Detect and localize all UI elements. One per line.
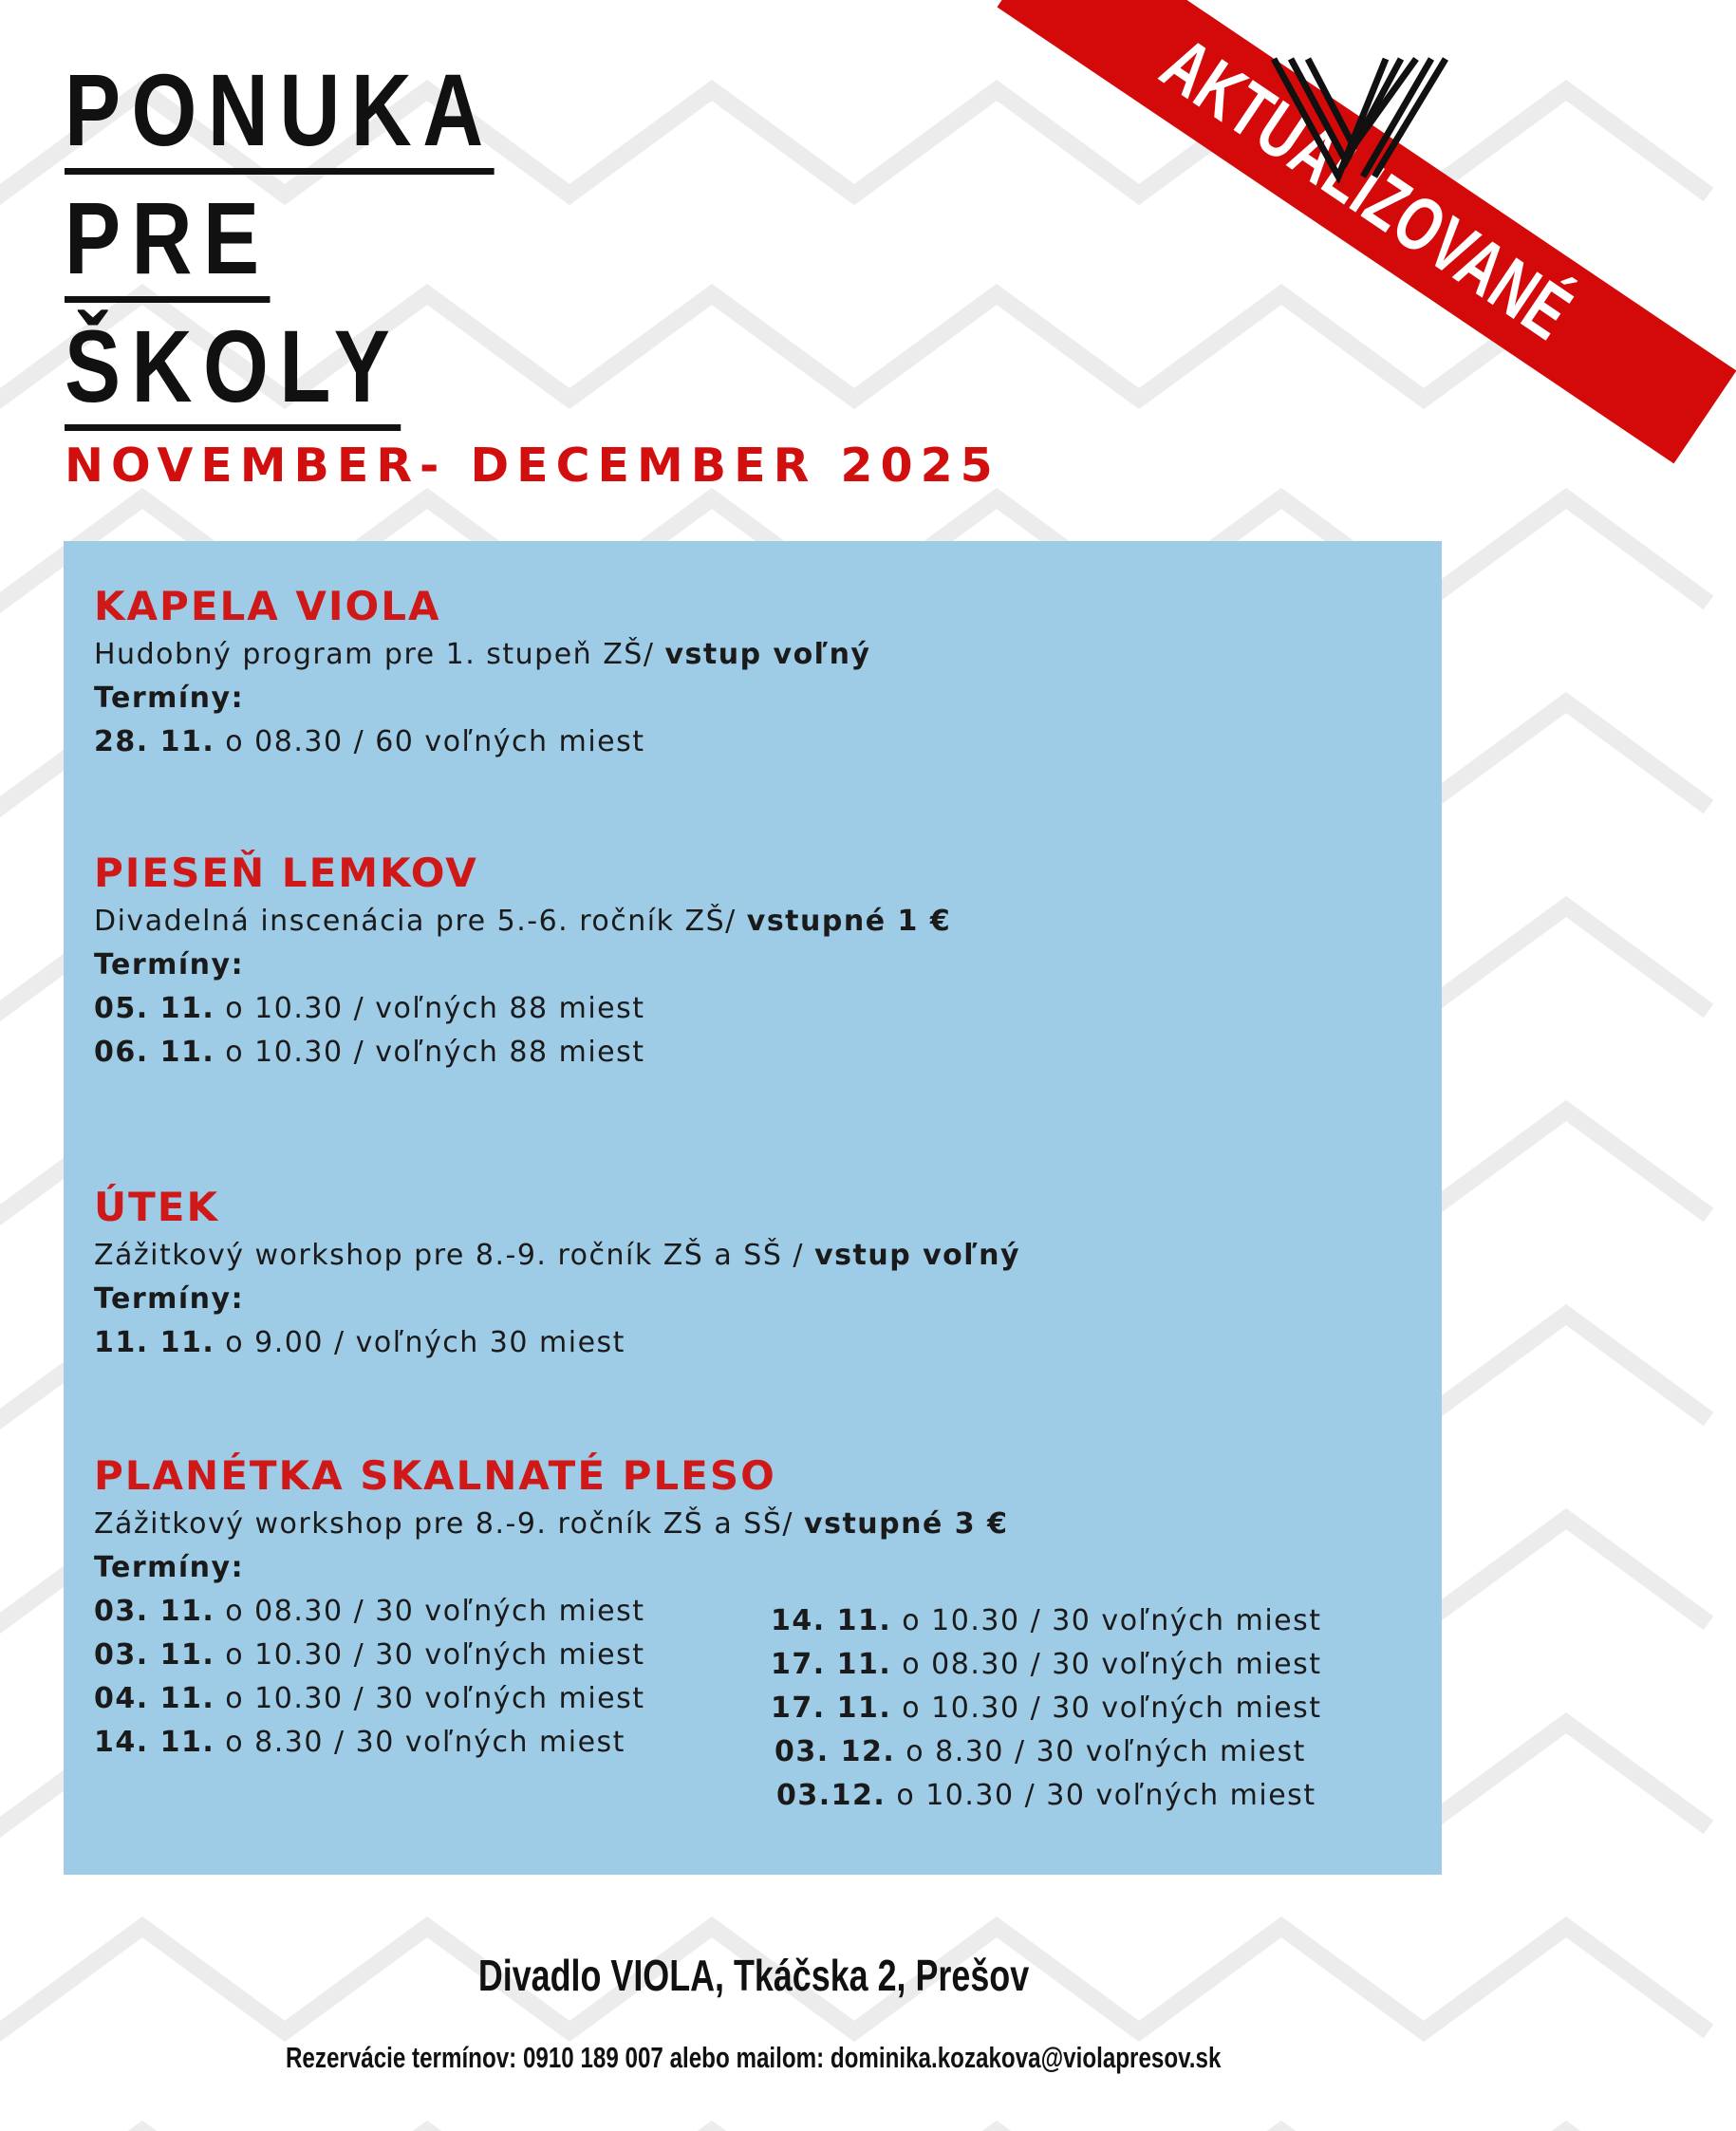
event-title: KAPELA VIOLA [94,583,441,629]
date-line: 28. 11. o 08.30 / 60 voľných miest [94,725,645,758]
event-description: Zážitkový workshop pre 8.-9. ročník ZŠ a SŠ/ vstupné 3 € [94,1507,1009,1541]
event-description: Zážitkový workshop pre 8.-9. ročník ZŠ a SŠ / vstup voľný [94,1239,1021,1272]
date-line: 14. 11. o 8.30 / 30 voľných miest [94,1726,625,1759]
terms-label: Termíny: [94,948,245,981]
footer-address: Divadlo VIOLA, Tkáčska 2, Prešov [477,1951,1029,2000]
date-line: 17. 11. o 10.30 / 30 voľných miest [771,1692,1322,1725]
event-piesen-lemkov [94,850,951,1075]
date-line: 06. 11. o 10.30 / voľných 88 miest [94,1036,645,1069]
date-line: 05. 11. o 10.30 / voľných 88 miest [94,992,645,1025]
date-line: 11. 11. o 9.00 / voľných 30 miest [94,1326,625,1359]
date-line: 17. 11. o 08.30 / 30 voľných miest [771,1648,1322,1681]
event-price: vstupné 3 € [804,1507,1009,1541]
title-line-3: ŠKOLY [65,308,401,431]
event-price: vstupné 1 € [746,905,952,938]
footer-contact: Rezervácie termínov: 0910 189 007 alebo mailom: dominika.kozakova@violapresov.sk [285,2041,1222,2074]
event-kapela-viola [94,583,870,764]
date-line: 03. 11. o 08.30 / 30 voľných miest [94,1595,645,1628]
terms-label: Termíny: [94,1551,245,1584]
title-line-2: PRE [65,180,271,303]
event-description: Divadelná inscenácia pre 5.-6. ročník ZŠ/ vstupné 1 € [94,905,952,938]
period-subtitle: NOVEMBER- DECEMBER 2025 [65,439,1000,493]
event-title: ÚTEK [94,1184,219,1230]
event-utek [94,1184,1020,1365]
date-line: 03.12. o 10.30 / 30 voľných miest [776,1779,1316,1812]
event-title: PIESEŇ LEMKOV [94,850,478,896]
event-description: Hudobný program pre 1. stupeň ZŠ/ vstup voľný [94,638,871,671]
event-price: vstup voľný [664,638,871,671]
event-title: PLANÉTKA SKALNATÉ PLESO [94,1452,776,1499]
terms-label: Termíny: [94,682,245,715]
event-price: vstup voľný [814,1239,1021,1272]
date-line: 04. 11. o 10.30 / 30 voľných miest [94,1682,645,1715]
terms-label: Termíny: [94,1282,245,1316]
updated-banner-label: AKTUALIZOVANÉ [1148,21,1587,356]
title-line-1: PONUKA [65,52,495,175]
events-panel [64,541,1442,1875]
date-line: 03. 12. o 8.30 / 30 voľných miest [775,1735,1306,1768]
event-planetka-dates-col2 [771,1599,1322,1818]
date-line: 03. 11. o 10.30 / 30 voľných miest [94,1638,645,1672]
viola-logo-icon [1272,57,1447,180]
date-line: 14. 11. o 10.30 / 30 voľných miest [771,1604,1322,1637]
